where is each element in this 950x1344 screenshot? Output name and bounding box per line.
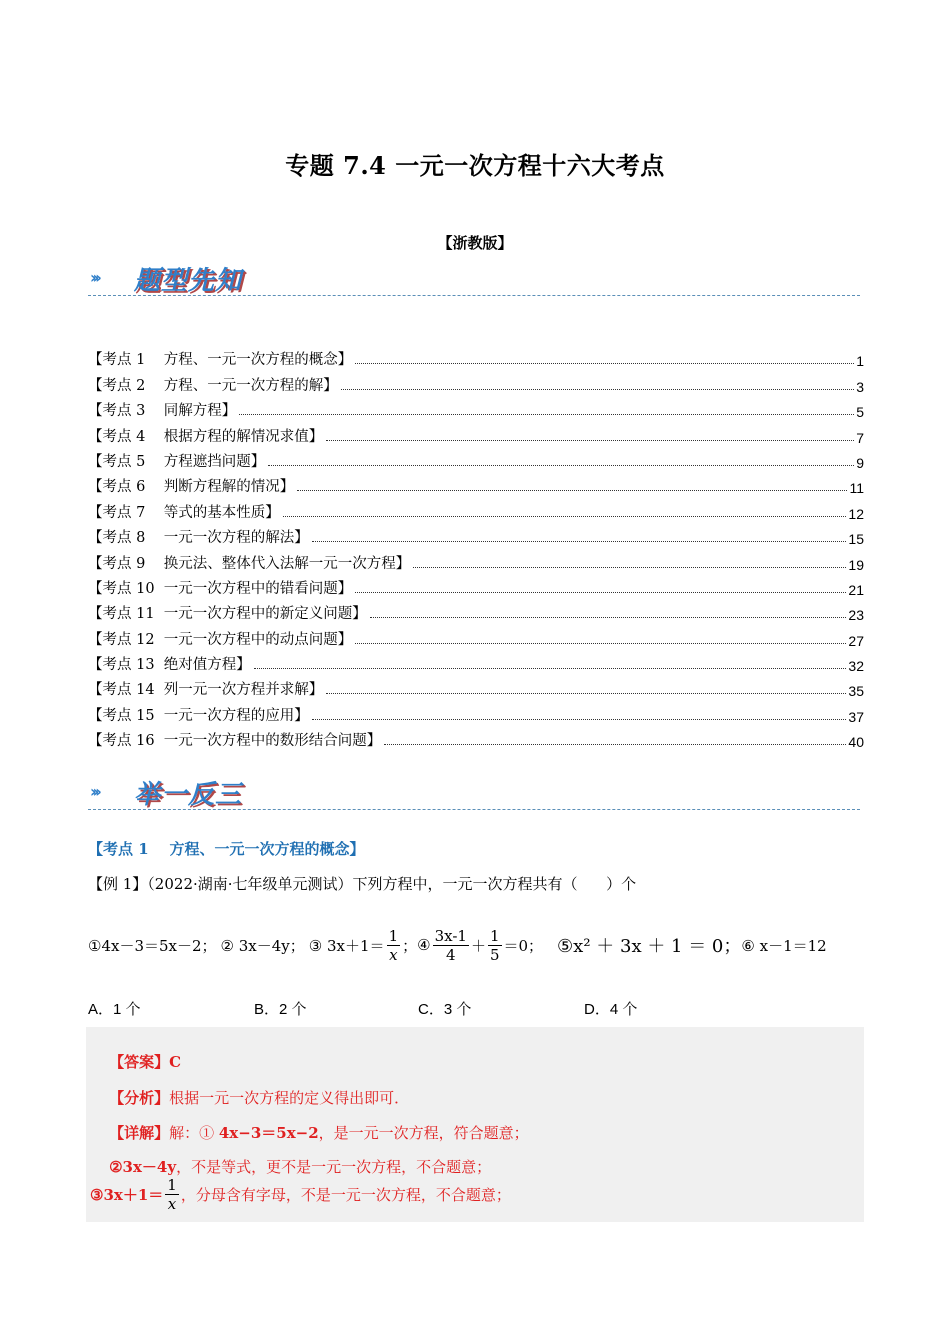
equation-4-fraction-1 [433, 927, 469, 964]
banner-arrows-icon: ››› [90, 782, 98, 801]
toc-leader-dots [312, 541, 847, 542]
fraction-denominator: x [389, 945, 398, 964]
toc-item-page: 27 [848, 632, 864, 649]
toc-leader-dots [384, 744, 846, 745]
solution-box [86, 1027, 864, 1222]
detail-text-2: ，不是等式，更不是一元一次方程，不合题意； [176, 1158, 492, 1176]
toc-item[interactable] [88, 344, 864, 369]
toc-item-label: 【考点 16 一元一次方程中的数形结合问题】 [88, 733, 382, 750]
fraction-numerator: 1 [489, 926, 500, 945]
banner-text: 举一反三 [134, 780, 243, 810]
toc-leader-dots [297, 490, 847, 491]
toc-item-page: 23 [848, 607, 864, 624]
banner-examples [88, 774, 860, 810]
toc-leader-dots [370, 617, 847, 618]
section-heading: 【考点 1 方程、一元一次方程的概念】 [88, 840, 365, 858]
toc-item[interactable] [88, 623, 864, 648]
option-a: A．1 个 [88, 1001, 141, 1018]
toc-leader-dots [312, 719, 847, 720]
fraction-denominator: 4 [445, 945, 456, 964]
document-title: 专题 7.4 一元一次方程十六大考点 [285, 151, 665, 180]
toc-item-page: 21 [848, 581, 864, 598]
equation-4-fraction-2 [488, 927, 502, 964]
equation-2: ② 3x－4y； [220, 936, 305, 955]
toc-item-page: 3 [856, 378, 864, 395]
toc-item[interactable] [88, 725, 864, 750]
toc-leader-dots [341, 389, 854, 390]
toc-item-label: 【考点 6 判断方程解的情况】 [88, 479, 295, 496]
toc-leader-dots [283, 516, 847, 517]
toc-item-page: 1 [856, 353, 864, 370]
detail-tag: 【详解】 [109, 1124, 170, 1142]
fraction-numerator: 3x-1 [434, 926, 467, 945]
equation-6: ⑥ x－1＝12 [741, 936, 827, 955]
toc-item-label: 【考点 7 等式的基本性质】 [88, 504, 280, 521]
answer-tag: 【答案】 [109, 1053, 170, 1071]
toc-item[interactable] [88, 649, 864, 674]
fraction-numerator: 1 [167, 1175, 177, 1194]
equation-5: ⑤x² ＋ 3x ＋ 1 ＝ 0； [557, 936, 742, 957]
toc-leader-dots [326, 440, 854, 441]
equation-3-fraction [387, 927, 401, 964]
toc-item[interactable] [88, 446, 864, 471]
equation-1: ①4x－3＝5x－2； [88, 936, 217, 955]
detail-line-3 [90, 1173, 511, 1215]
toc-leader-dots [413, 567, 846, 568]
toc-item-label: 【考点 5 方程遮挡问题】 [88, 453, 266, 470]
toc-item-label: 【考点 12 一元一次方程中的动点问题】 [88, 631, 353, 648]
toc-item-page: 9 [856, 454, 864, 471]
answer-value: C [169, 1053, 182, 1071]
toc-item[interactable] [88, 471, 864, 496]
toc-item-page: 12 [848, 505, 864, 522]
banner-arrows-icon: ››› [90, 268, 98, 287]
detail-fraction [165, 1176, 179, 1213]
toc-leader-dots [355, 643, 846, 644]
detail-text-3: ，分母含有字母，不是一元一次方程，不合题意； [180, 1185, 511, 1204]
example-question: 【例 1】（2022·湖南·七年级单元测试）下列方程中，一元一次方程共有（ ）个 [88, 875, 637, 893]
equation-3-prefix: ③ 3x＋1＝ [308, 936, 385, 955]
equation-3-suffix: ； [402, 936, 418, 955]
equation-list [88, 920, 827, 970]
toc-item-label: 【考点 10 一元一次方程中的错看问题】 [88, 580, 353, 597]
toc-item-page: 11 [849, 480, 864, 497]
toc-item-page: 15 [848, 531, 864, 548]
toc-leader-dots [268, 465, 854, 466]
equation-4-plus: ＋ [470, 936, 486, 955]
toc-item[interactable] [88, 573, 864, 598]
edition-label: 【浙教版】 [437, 234, 513, 252]
detail-text-1: ，是一元一次方程，符合题意； [318, 1124, 529, 1142]
banner-divider [88, 809, 860, 810]
toc-leader-dots [326, 693, 846, 694]
toc-item[interactable] [88, 699, 864, 724]
table-of-contents [88, 344, 864, 750]
option-d: D．4 个 [584, 1001, 638, 1018]
toc-item-label: 【考点 13 绝对值方程】 [88, 657, 251, 674]
option-c: C．3 个 [418, 1001, 472, 1018]
toc-leader-dots [355, 363, 854, 364]
toc-item-page: 5 [856, 404, 864, 421]
toc-item-label: 【考点 3 同解方程】 [88, 403, 237, 420]
equation-4-suffix: ＝0； [503, 936, 544, 955]
detail-equation-1: 4x−3＝5x−2 [218, 1124, 319, 1142]
toc-item-label: 【考点 1 方程、一元一次方程的概念】 [88, 352, 353, 369]
toc-item-page: 35 [848, 683, 864, 700]
toc-item[interactable] [88, 522, 864, 547]
toc-item-label: 【考点 14 列一元一次方程并求解】 [88, 682, 324, 699]
analysis-tag: 【分析】 [109, 1089, 170, 1107]
toc-item-label: 【考点 4 根据方程的解情况求值】 [88, 428, 324, 445]
toc-item-label: 【考点 15 一元一次方程的应用】 [88, 707, 309, 724]
analysis-text: 根据一元一次方程的定义得出即可． [169, 1089, 410, 1107]
toc-item-page: 32 [848, 658, 864, 675]
toc-item-page: 37 [848, 708, 864, 725]
detail-equation-3: ③3x＋1＝ [90, 1185, 164, 1204]
fraction-denominator: 5 [489, 945, 500, 964]
toc-leader-dots [239, 414, 854, 415]
toc-item-label: 【考点 8 一元一次方程的解法】 [88, 530, 309, 547]
toc-item[interactable] [88, 420, 864, 445]
toc-item-label: 【考点 9 换元法、整体代入法解一元一次方程】 [88, 555, 411, 572]
toc-item-page: 19 [848, 556, 864, 573]
detail-equation-2: ②3x－4y [109, 1158, 177, 1176]
toc-item[interactable] [88, 496, 864, 521]
toc-item[interactable] [88, 547, 864, 572]
toc-item[interactable] [88, 674, 864, 699]
banner-divider [88, 295, 860, 296]
toc-item[interactable] [88, 598, 864, 623]
toc-item-label: 【考点 11 一元一次方程中的新定义问题】 [88, 606, 367, 623]
toc-item[interactable] [88, 369, 864, 394]
toc-item[interactable] [88, 395, 864, 420]
toc-item-page: 7 [856, 429, 864, 446]
fraction-numerator: 1 [388, 926, 399, 945]
fraction-denominator: x [167, 1194, 177, 1213]
toc-leader-dots [254, 668, 847, 669]
banner-text: 题型先知 [134, 266, 243, 296]
option-b: B．2 个 [254, 1001, 307, 1018]
equation-4-prefix: ④ [417, 936, 431, 954]
toc-item-page: 40 [848, 734, 864, 751]
detail-intro: 解：① [169, 1124, 219, 1142]
toc-leader-dots [355, 592, 846, 593]
toc-item-label: 【考点 2 方程、一元一次方程的解】 [88, 377, 338, 394]
banner-question-types [88, 260, 860, 296]
